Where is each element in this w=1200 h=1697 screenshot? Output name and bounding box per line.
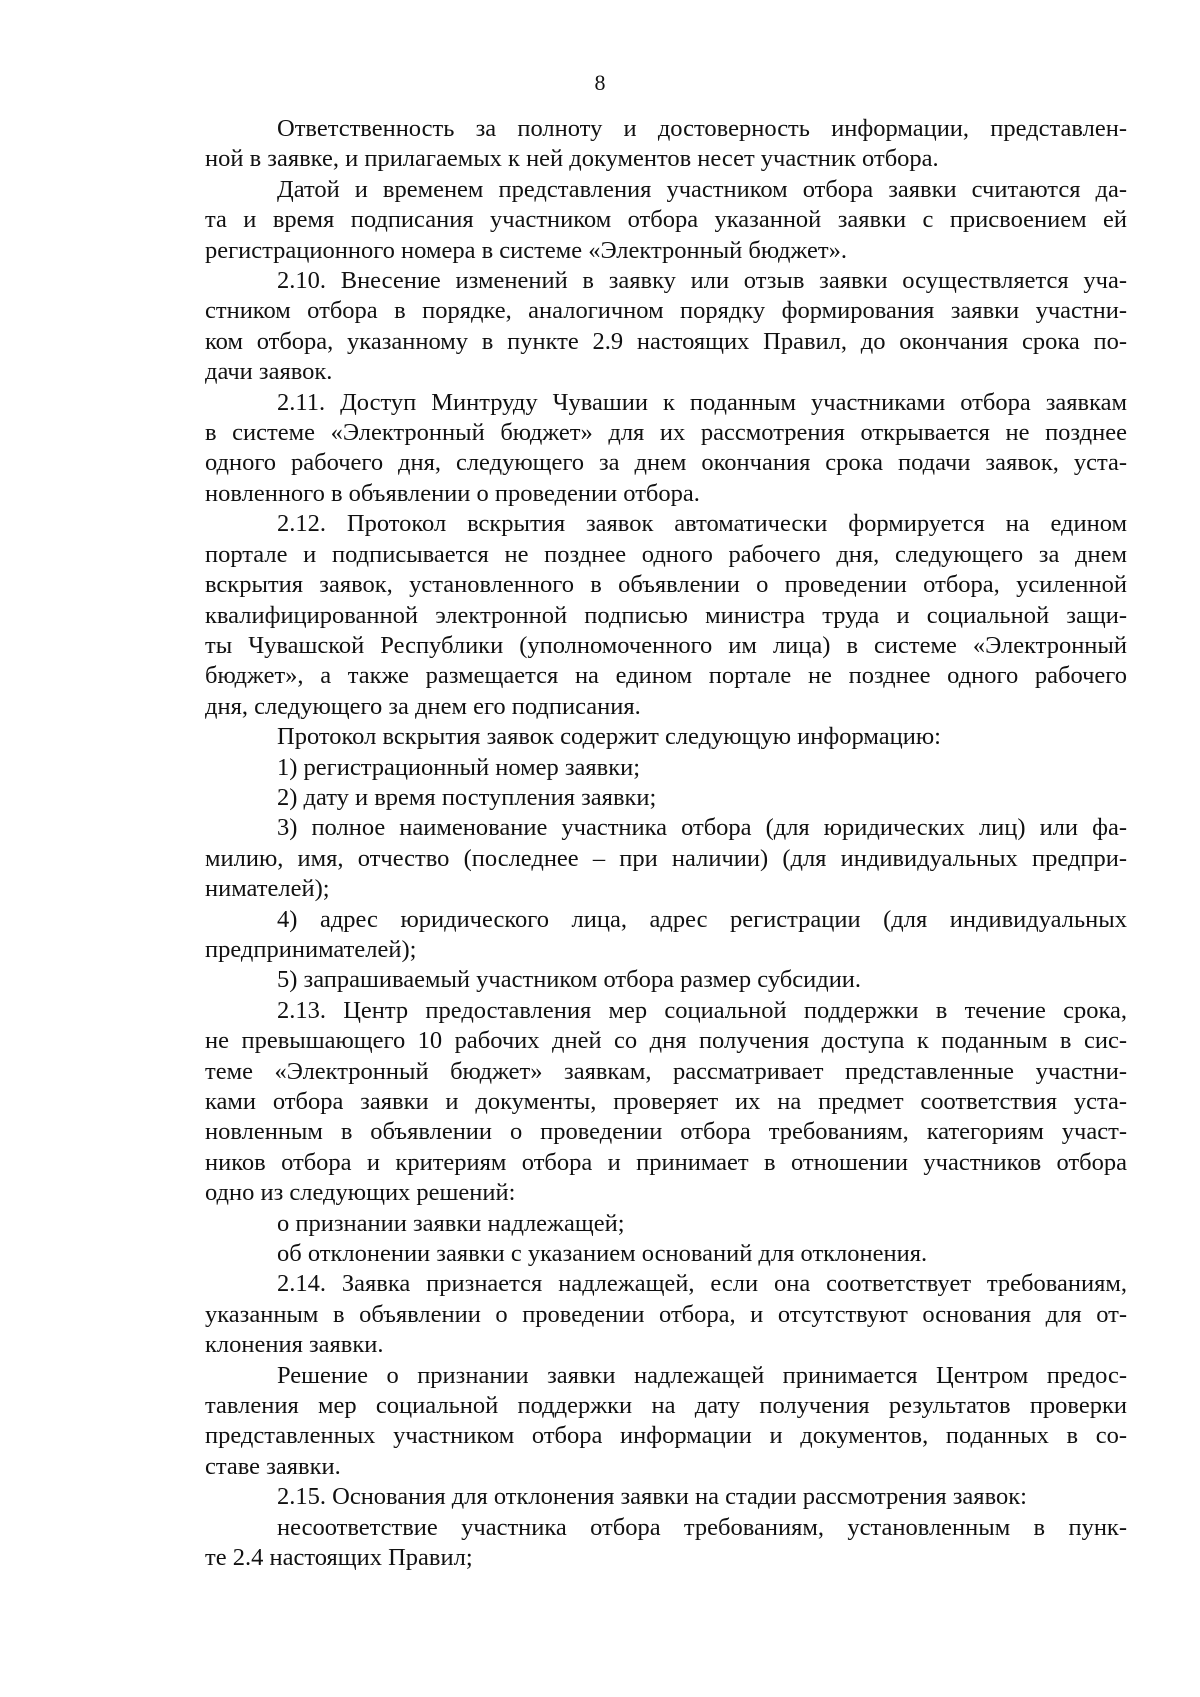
text-line: квалифицированной электронной подписью министра труда и социальной защи-	[205, 601, 1127, 629]
text-line: ставе заявки.	[205, 1452, 341, 1480]
paragraph	[205, 175, 1127, 266]
paragraph	[205, 1513, 1127, 1574]
paragraph	[205, 905, 1127, 966]
text-line: дня, следующего за днем его подписания.	[205, 692, 641, 720]
text-line: 2) дату и время поступления заявки;	[277, 783, 657, 811]
document-body	[205, 114, 1127, 1574]
page-number: 8	[594, 70, 606, 95]
text-line: одного рабочего дня, следующего за днем окончания срока подачи заявок, уста-	[205, 449, 1127, 477]
text-line: 5) запрашиваемый участником отбора размер субсидии.	[277, 966, 862, 994]
text-line: представленных участником отбора информации и документов, поданных в со-	[205, 1422, 1127, 1450]
paragraph	[205, 1239, 1127, 1269]
text-line: дачи заявок.	[205, 358, 333, 386]
text-line: одно из следующих решений:	[205, 1179, 516, 1207]
text-line: 4) адрес юридического лица, адрес регистрации (для индивидуальных	[277, 905, 1127, 933]
text-line: не превышающего 10 рабочих дней со дня получения доступа к поданным в сис-	[205, 1027, 1127, 1055]
paragraph	[205, 1269, 1127, 1360]
text-line: об отклонении заявки с указанием оснований для отклонения.	[277, 1240, 928, 1268]
paragraph	[205, 509, 1127, 722]
text-line: ком отбора, указанному в пункте 2.9 настоящих Правил, до окончания срока по-	[205, 327, 1127, 355]
paragraph	[205, 996, 1127, 1209]
paragraph	[205, 1361, 1127, 1483]
text-line: Решение о признании заявки надлежащей принимается Центром предос-	[277, 1361, 1127, 1389]
text-line: 2.15. Основания для отклонения заявки на стадии рассмотрения заявок:	[277, 1483, 1027, 1511]
text-line: о признании заявки надлежащей;	[277, 1209, 625, 1237]
paragraph	[205, 1482, 1127, 1512]
text-line: ты Чувашской Республики (уполномоченного им лица) в системе «Электронный	[205, 631, 1127, 659]
text-line: 2.14. Заявка признается надлежащей, если она соответствует требованиям,	[277, 1270, 1127, 1298]
text-line: 2.13. Центр предоставления мер социальной поддержки в течение срока,	[277, 996, 1127, 1024]
text-line: указанным в объявлении о проведении отбора, и отсутствуют основания для от-	[205, 1300, 1127, 1328]
text-line: бюджет», а также размещается на едином портале не позднее одного рабочего	[205, 662, 1127, 690]
text-line: вскрытия заявок, установленного в объявлении о проведении отбора, усиленной	[205, 571, 1127, 599]
text-line: новленного в объявлении о проведении отбора.	[205, 479, 700, 507]
text-line: тавления мер социальной поддержки на дату получения результатов проверки	[205, 1392, 1127, 1420]
paragraph	[205, 813, 1127, 904]
text-line: та и время подписания участником отбора указанной заявки с присвоением ей	[205, 206, 1127, 234]
paragraph	[205, 783, 1127, 813]
text-line: 2.10. Внесение изменений в заявку или отзыв заявки осуществляется уча-	[277, 267, 1127, 295]
text-line: в системе «Электронный бюджет» для их рассмотрения открывается не позднее	[205, 419, 1127, 447]
paragraph	[205, 114, 1127, 175]
text-line: клонения заявки.	[205, 1331, 384, 1359]
paragraph	[205, 266, 1127, 388]
text-line: ками отбора заявки и документы, проверяет их на предмет соответствия уста-	[205, 1088, 1127, 1115]
paragraph	[205, 1209, 1127, 1239]
text-line: милию, имя, отчество (последнее – при наличии) (для индивидуальных предпри-	[205, 844, 1127, 872]
text-line: 3) полное наименование участника отбора (для юридических лиц) или фа-	[277, 814, 1127, 842]
text-line: теме «Электронный бюджет» заявкам, рассматривает представленные участни-	[205, 1057, 1127, 1085]
text-line: ников отбора и критериям отбора и принимает в отношении участников отбора	[205, 1148, 1127, 1176]
text-line: 2.12. Протокол вскрытия заявок автоматически формируется на едином	[277, 510, 1127, 538]
text-line: портале и подписывается не позднее одного рабочего дня, следующего за днем	[205, 540, 1127, 568]
paragraph	[205, 388, 1127, 510]
text-line: 2.11. Доступ Минтруду Чувашии к поданным участниками отбора заявкам	[277, 388, 1127, 416]
paragraph	[205, 753, 1127, 783]
text-line: нимателей);	[205, 875, 330, 903]
text-line: стником отбора в порядке, аналогичном порядку формирования заявки участни-	[205, 297, 1127, 325]
text-line: Протокол вскрытия заявок содержит следующую информацию:	[277, 723, 941, 751]
text-line: несоответствие участника отбора требованиям, установленным в пунк-	[277, 1513, 1127, 1541]
text-line: 1) регистрационный номер заявки;	[277, 753, 641, 781]
text-line: регистрационного номера в системе «Электронный бюджет».	[205, 236, 847, 264]
text-line: предпринимателей);	[205, 935, 417, 963]
paragraph	[205, 965, 1127, 995]
paragraph	[205, 722, 1127, 752]
text-line: Датой и временем представления участником отбора заявки считаются да-	[277, 175, 1127, 203]
text-line: Ответственность за полноту и достоверность информации, представлен-	[277, 115, 1127, 142]
text-line: те 2.4 настоящих Правил;	[205, 1544, 473, 1572]
text-line: ной в заявке, и прилагаемых к ней документов несет участник отбора.	[205, 145, 939, 173]
text-line: новленным в объявлении о проведении отбора требованиям, категориям участ-	[205, 1118, 1127, 1146]
